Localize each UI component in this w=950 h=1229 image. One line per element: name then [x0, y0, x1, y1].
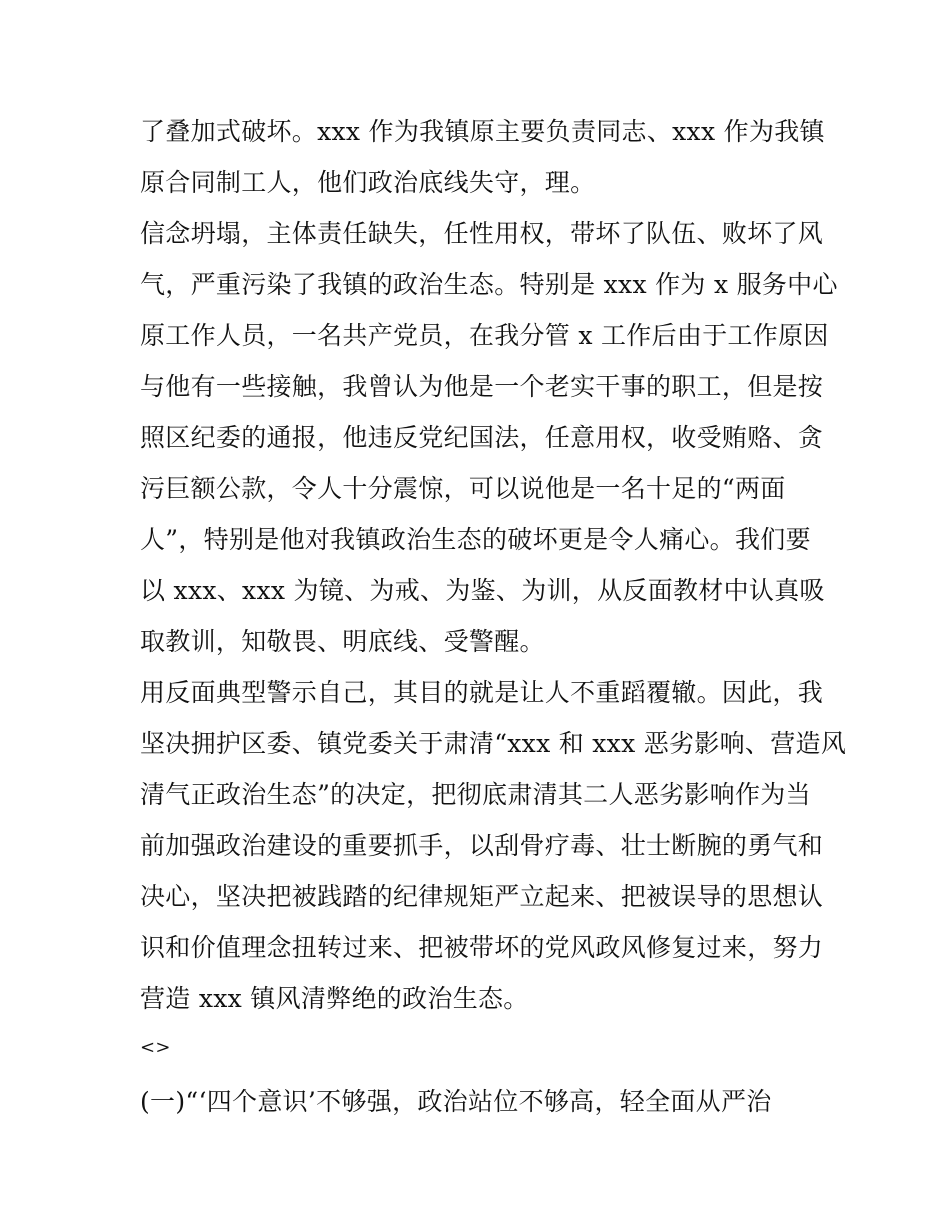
- text-line-10: 以 xxx、xxx 为镜、为戒、为鉴、为训，从反面教材中认真吸: [140, 576, 825, 605]
- text-line-4: 气，严重污染了我镇的政治生态。特别是 xxx 作为 x 服务中心: [140, 270, 838, 299]
- text-line-5: 原工作人员，一名共产党员，在我分管 x 工作后由于工作原因: [140, 321, 829, 350]
- section-heading-1: (一)“‘四个意识’不够强，政治站位不够高，轻全面从严治: [140, 1087, 772, 1116]
- text-line-15: 前加强政治建设的重要抓手，以刮骨疗毒、壮士断腕的勇气和: [140, 831, 824, 860]
- text-line-1: 了叠加式破坏。xxx 作为我镇原主要负责同志、xxx 作为我镇: [140, 117, 825, 146]
- text-line-2: 原合同制工人，他们政治底线失守，理。: [140, 168, 596, 197]
- text-line-7: 照区纪委的通报，他违反党纪国法，任意用权，收受贿赂、贪: [140, 423, 824, 452]
- text-line-16: 决心，坚决把被践踏的纪律规矩严立起来、把被误导的思想认: [140, 882, 824, 911]
- text-line-18: 营造 xxx 镇风清弊绝的政治生态。: [140, 984, 529, 1013]
- text-line-8: 污巨额公款，令人十分震惊，可以说他是一名十足的“两面: [140, 474, 786, 503]
- text-line-17: 识和价值理念扭转过来、把被带坏的党风政风修复过来，努力: [140, 933, 824, 962]
- text-line-9: 人”，特别是他对我镇政治生态的破坏更是令人痛心。我们要: [140, 525, 811, 554]
- text-line-13: 坚决拥护区委、镇党委关于肃清“xxx 和 xxx 恶劣影响、营造风: [140, 729, 847, 758]
- text-line-3: 信念坍塌，主体责任缺失，任性用权，带坏了队伍、败坏了风: [140, 219, 824, 248]
- text-line-6: 与他有一些接触，我曾认为他是一个老实干事的职工，但是按: [140, 372, 824, 401]
- text-line-14: 清气正政治生态”的决定，把彻底肃清其二人恶劣影响作为当: [140, 780, 811, 809]
- text-line-12: 用反面典型警示自己，其目的就是让人不重蹈覆辙。因此，我: [140, 678, 824, 707]
- angle-bracket-marker: <>: [140, 1037, 171, 1058]
- document-body: [140, 106, 847, 1127]
- text-line-11: 取教训，知敬畏、明底线、受警醒。: [140, 627, 545, 656]
